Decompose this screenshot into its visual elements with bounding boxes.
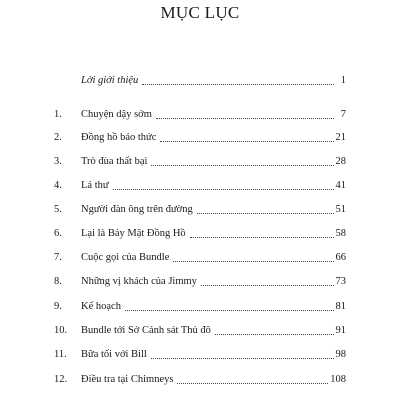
toc-entry[interactable] bbox=[54, 131, 346, 145]
chapter-number: 10. bbox=[54, 325, 68, 336]
dot-leader bbox=[201, 275, 334, 286]
dot-leader bbox=[197, 203, 334, 214]
toc-entry-label: Trò đùa thất bại bbox=[81, 156, 148, 167]
chapter-number: 12. bbox=[54, 374, 68, 385]
chapter-number: 1. bbox=[54, 109, 62, 120]
toc-entry[interactable] bbox=[54, 373, 346, 387]
chapter-number: 2. bbox=[54, 132, 62, 143]
dot-leader bbox=[151, 155, 333, 166]
toc-entry-label: Người đàn ông trên đường bbox=[81, 204, 193, 215]
toc-entry-label: Lời giới thiệu bbox=[81, 75, 139, 86]
chapter-number: 9. bbox=[54, 301, 62, 312]
toc-page-number: 98 bbox=[335, 349, 346, 360]
chapter-number: 7. bbox=[54, 252, 62, 263]
toc-page-number: 73 bbox=[335, 276, 346, 287]
toc-page-number: 28 bbox=[335, 156, 346, 167]
chapter-number: 6. bbox=[54, 228, 62, 239]
page-title: MỤC LỤC bbox=[160, 3, 240, 22]
toc-entry-label: Bundle tới Sở Cảnh sát Thủ đô bbox=[81, 325, 211, 336]
toc-entry-label: Chuyện dậy sớm bbox=[81, 109, 152, 120]
toc-entry-label: Lá thư bbox=[81, 180, 109, 191]
toc-page-number: 108 bbox=[330, 374, 346, 385]
toc-page-number: 66 bbox=[335, 252, 346, 263]
chapter-number: 11. bbox=[54, 349, 67, 360]
dot-leader bbox=[160, 131, 333, 142]
toc-page-number: 91 bbox=[335, 325, 346, 336]
toc-entry-label: Kế hoạch bbox=[81, 301, 121, 312]
toc-entry[interactable] bbox=[54, 275, 346, 289]
toc-entry-label: Lại là Bảy Mặt Đồng Hồ bbox=[81, 228, 186, 239]
toc-page-number: 81 bbox=[335, 301, 346, 312]
dot-leader bbox=[156, 108, 334, 119]
chapter-number: 4. bbox=[54, 180, 62, 191]
toc-page-number: 7 bbox=[340, 109, 346, 120]
toc-entry-intro[interactable] bbox=[54, 74, 346, 88]
dot-leader bbox=[173, 251, 333, 262]
toc-entry[interactable] bbox=[54, 108, 346, 122]
toc-page-number: 41 bbox=[335, 180, 346, 191]
dot-leader bbox=[190, 227, 334, 238]
toc-page-number: 51 bbox=[335, 204, 346, 215]
toc-entry-label: Đồng hồ báo thức bbox=[81, 132, 157, 143]
dot-leader bbox=[125, 300, 334, 311]
dot-leader bbox=[113, 179, 334, 190]
toc-page-number: 58 bbox=[335, 228, 346, 239]
toc-entry-label: Bữa tối với Bill bbox=[81, 349, 147, 360]
toc-entry[interactable] bbox=[54, 251, 346, 265]
toc-entry[interactable] bbox=[54, 227, 346, 241]
toc-entry[interactable] bbox=[54, 324, 346, 338]
dot-leader bbox=[142, 74, 334, 85]
toc-page-number: 21 bbox=[335, 132, 346, 143]
dot-leader bbox=[151, 348, 334, 359]
toc-entry-label: Điều tra tại Chimneys bbox=[81, 374, 174, 385]
chapter-number: 5. bbox=[54, 204, 62, 215]
toc-entry[interactable] bbox=[54, 300, 346, 314]
toc-entry[interactable] bbox=[54, 348, 346, 362]
toc-entry-label: Cuộc gọi của Bundle bbox=[81, 252, 170, 263]
toc-entry[interactable] bbox=[54, 203, 346, 217]
dot-leader bbox=[215, 324, 334, 335]
dot-leader bbox=[177, 373, 328, 384]
toc-entry[interactable] bbox=[54, 179, 346, 193]
chapter-number: 8. bbox=[54, 276, 62, 287]
chapter-number: 3. bbox=[54, 156, 62, 167]
toc-page-number: 1 bbox=[340, 75, 346, 86]
toc-entry-label: Những vị khách của Jimmy bbox=[81, 276, 197, 287]
toc-entry[interactable] bbox=[54, 155, 346, 169]
